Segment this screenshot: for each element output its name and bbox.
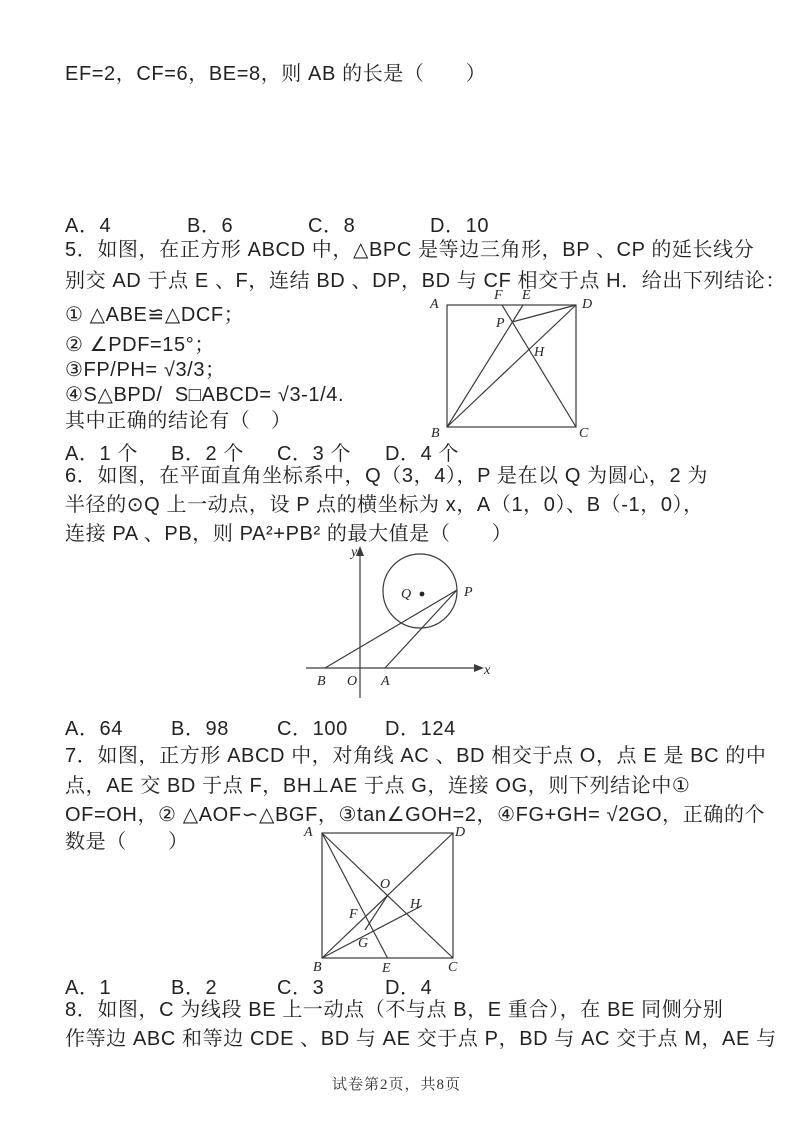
q5-vertex-label-d: D — [582, 297, 593, 312]
q5-option-c: C．3 个 — [277, 443, 352, 465]
q5-vertex-label-h: H — [534, 345, 545, 360]
q5-line1: 5．如图，在正方形 ABCD 中，△BPC 是等边三角形，BP 、CP 的延长线分 — [65, 239, 755, 261]
q5-item3: ③FP/PH= √3/3； — [65, 359, 226, 381]
q6-point-label-p: P — [464, 585, 473, 600]
q7-point-label-h: H — [410, 897, 421, 912]
q6-point-label-b: B — [317, 674, 326, 689]
q7-vertex-label-d: D — [455, 825, 466, 840]
q7-point-label-e: E — [382, 961, 391, 976]
q7-line1: 7．如图，正方形 ABCD 中，对角线 AC 、BD 相交于点 O，点 E 是 BC 的中 — [65, 745, 767, 767]
q6-axis-label-y: y — [351, 545, 358, 560]
q7-option-b: B．2 — [171, 977, 218, 999]
q5-option-a: A．1 个 — [65, 443, 139, 465]
q5-vertex-label-c: C — [579, 426, 589, 440]
q5-options — [65, 437, 459, 466]
q4-option-a: A．4 — [65, 215, 112, 237]
q7-point-label-o: O — [380, 877, 391, 892]
q5-closing: 其中正确的结论有（ ） — [65, 410, 292, 432]
q6-option-c: C．100 — [277, 718, 348, 740]
q5-option-d: D．4 个 — [385, 443, 460, 465]
q7-point-label-g: G — [358, 936, 369, 951]
q5-square-diagram — [424, 288, 604, 440]
q7-option-a: A．1 — [65, 977, 112, 999]
q6-option-b: B．98 — [171, 718, 229, 740]
q6-option-a: A．64 — [65, 718, 123, 740]
q5-item1: ① △ABE≌△DCF； — [65, 304, 245, 326]
q5-line2: 别交 AD 于点 E 、F，连结 BD 、DP，BD 与 CF 相交于点 H．给出下列结论： — [65, 270, 786, 292]
q4-stem: EF=2，CF=6，BE=8，则 AB 的长是（ ） — [65, 63, 487, 85]
q6-coordinate-diagram — [298, 544, 498, 706]
q6-axis-label-x: x — [484, 663, 491, 678]
q5-option-b: B．2 个 — [171, 443, 245, 465]
q5-item2: ② ∠PDF=15°； — [65, 334, 215, 356]
q7-vertex-label-c: C — [448, 960, 458, 975]
q7-option-c: C．3 — [277, 977, 325, 999]
q4-option-c: C．8 — [308, 215, 356, 237]
q5-vertex-label-a: A — [430, 297, 439, 312]
page-footer: 试卷第2页，共8页 — [331, 1077, 461, 1093]
q7-vertex-label-a: A — [304, 825, 313, 840]
q7-options — [65, 971, 432, 1000]
q4-option-d: D．10 — [430, 215, 490, 237]
q5-vertex-label-f: F — [494, 288, 503, 303]
q5-vertex-label-b: B — [431, 426, 440, 440]
q6-line2: 半径的⊙Q 上一动点，设 P 点的横坐标为 x，A（1，0）、B（-1，0）， — [65, 494, 704, 516]
q5-vertex-label-e: E — [522, 288, 531, 303]
q4-options — [65, 209, 489, 238]
q7-line3: OF=OH，② △AOF∽△BGF，③tan∠GOH=2，④FG+GH= √2GO，正确的个 — [65, 804, 766, 826]
q6-line1: 6．如图，在平面直角坐标系中，Q（3，4），P 是在以 Q 为圆心，2 为 — [65, 465, 709, 487]
q7-square-diagram — [300, 824, 475, 976]
q7-option-d: D．4 — [385, 977, 433, 999]
q4-option-b: B．6 — [187, 215, 234, 237]
q5-vertex-label-p: P — [496, 316, 505, 331]
q7-vertex-label-b: B — [313, 960, 322, 975]
q8-line1: 8．如图，C 为线段 BE 上一动点（不与点 B，E 重合），在 BE 同侧分别 — [65, 999, 724, 1021]
q7-line2: 点，AE 交 BD 于点 F，BH⊥AE 于点 G，连接 OG，则下列结论中① — [65, 775, 691, 797]
q6-point-label-a: A — [381, 674, 390, 689]
q8-line2: 作等边 ABC 和等边 CDE 、BD 与 AE 交于点 P，BD 与 AC 交于点 M，AE 与 — [65, 1028, 777, 1050]
q6-point-label-q: Q — [401, 587, 412, 602]
q7-point-label-f: F — [349, 907, 358, 922]
q6-origin-label-o: O — [347, 674, 358, 689]
q6-line3: 连接 PA 、PB，则 PA²+PB² 的最大值是（ ） — [65, 523, 513, 545]
q6-option-d: D．124 — [385, 718, 456, 740]
q6-options — [65, 712, 456, 741]
q5-item4: ④S△BPD/ S□ABCD= √3-1/4. — [65, 384, 345, 406]
q7-line4: 数是（ ） — [65, 831, 189, 853]
